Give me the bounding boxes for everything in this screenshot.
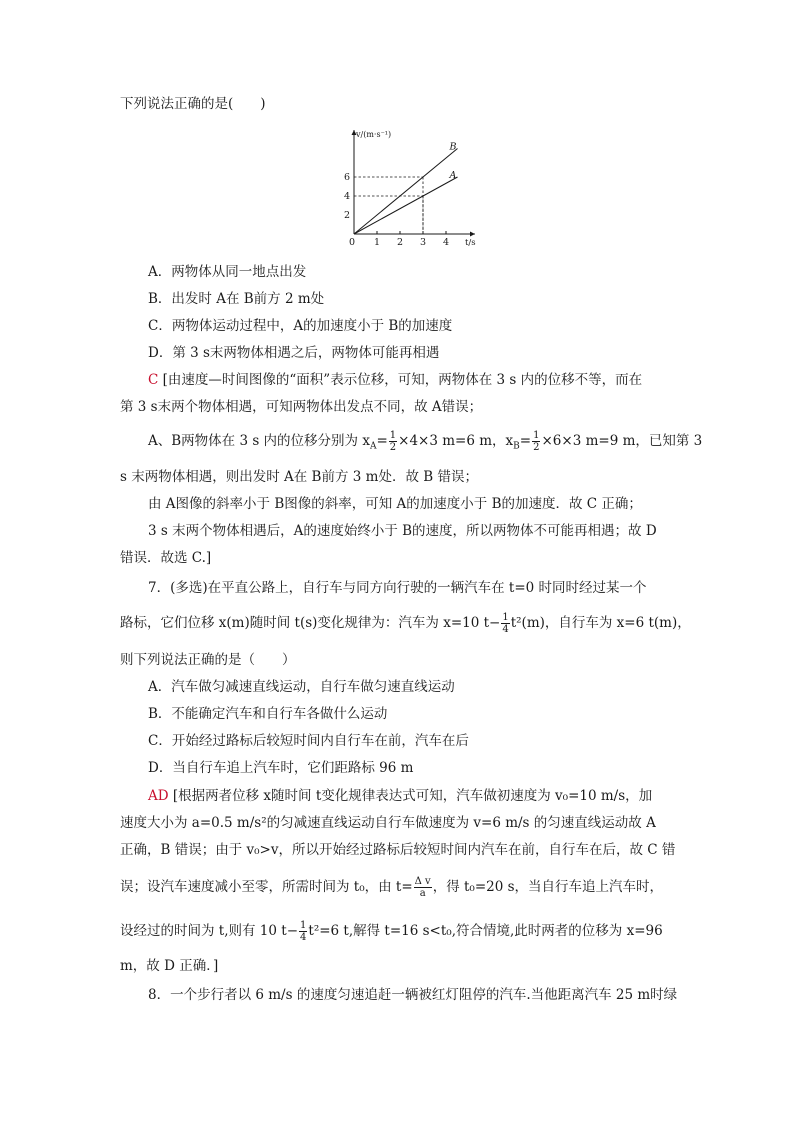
x-axis-arrow (470, 232, 475, 237)
series-line-b (354, 149, 458, 235)
q6-exp-l1: [由速度—时间图像的“面积”表示位移，可知，两物体在 3 s 内的位移不等，而在 (162, 372, 643, 388)
fraction-half2-num: 1 (533, 430, 540, 441)
q7-explanation-line-5 (120, 920, 680, 943)
fraction-quarter-num: 1 (502, 612, 509, 623)
x-tick-label: 4 (442, 237, 450, 248)
fraction-quarter-den: 4 (502, 624, 509, 635)
q6-answer-letter: C (148, 372, 159, 388)
q7-explanation-line-4 (120, 876, 680, 899)
sub-a: A (369, 441, 377, 452)
q7-explanation-line-2: 速度大小为 a=0.5 m/s²的匀减速直线运动自行车做速度为 v=6 m/s 的匀速直线运动故 A (120, 815, 656, 831)
graph-series (354, 149, 458, 235)
fraction-half (389, 430, 397, 453)
q6-option-d: D．第 3 s末两物体相遇之后，两物体可能再相遇 (148, 345, 440, 361)
q6-explanation-line-2: 第 3 s末两个物体相遇，可知两物体出发点不同，故 A错误； (120, 399, 483, 415)
q7-stem-line-2 (120, 612, 691, 635)
y-tick-label: 4 (343, 191, 350, 202)
fraction-dv-den: a (419, 888, 426, 899)
q6-explanation-line-5: 由 A图像的斜率小于 B图像的斜率，可知 A的加速度小于 B的加速度．故 C 正确； (148, 496, 642, 512)
q6-stem: 下列说法正确的是( ) (120, 96, 266, 112)
q7-stem-line-3: 则下列说法正确的是（ ） (120, 652, 296, 668)
q7-e1: [根据两者位移 x随时间 t变化规律表达式可知，汽车做初速度为 v₀=10 m/s，加 (172, 788, 653, 804)
q6-explanation-line-7: 错误．故选 C.] (120, 550, 212, 566)
q7-explanation-line-6: m，故 D 正确．] (120, 958, 219, 974)
fraction-quarter2-num: 1 (300, 920, 307, 931)
q7-e4-b: ，得 t₀=20 s，当自行车追上汽车时， (432, 879, 664, 895)
fraction-quarter-2 (299, 920, 307, 943)
q6-exp-l3-a: A、B两物体在 3 s 内的位移分别为 x (148, 433, 370, 449)
q7-l2-a: 路标，它们位移 x(m)随时间 t(s)变化规律为：汽车为 x=10 t− (120, 615, 501, 631)
q7-e5-b: t²=6 t,解得 t=16 s<t₀,符合情境,此时两者的位移为 x=96 (308, 923, 663, 939)
x-tick-label: 2 (396, 237, 404, 248)
q7-e5-a: 设经过的时间为 t,则有 10 t− (120, 923, 299, 939)
q7-l2-b: t²(m)，自行车为 x=6 t(m)， (510, 615, 691, 631)
q6-option-b: B．出发时 A在 B前方 2 m处 (148, 291, 325, 307)
q6-explanation-line-4: s 末两物体相遇，则出发时 A在 B前方 3 m处．故 B 错误； (120, 469, 478, 485)
q7-e4-a: 误；设汽车速度减小至零，所需时间为 t₀，由 t= (120, 879, 413, 895)
x-tick-label: 3 (419, 237, 427, 248)
fraction-half2-den: 2 (533, 442, 540, 453)
y-tick-label: 6 (343, 172, 350, 183)
q7-explanation-line-1 (148, 786, 708, 806)
q7-explanation-line-3: 正确，B 错误；由于 v₀>v，所以开始经过路标后较短时间内汽车在前，自行车在后，故 C 错 (120, 842, 676, 858)
vt-graph (330, 124, 490, 248)
fraction-quarter (501, 612, 509, 635)
fraction-half-num: 1 (389, 430, 397, 441)
fraction-quarter2-den: 4 (300, 932, 307, 943)
origin-label: 0 (348, 237, 356, 248)
q6-explanation-line-1 (148, 370, 708, 390)
q6-option-a: A．两物体从同一地点出发 (148, 264, 307, 280)
series-label-a: A (449, 170, 457, 181)
x-axis-label: t/s (465, 238, 476, 248)
q6-exp-l3-b: ×4×3 m=6 m，x (398, 433, 514, 449)
x-tick-label: 1 (373, 237, 381, 248)
fraction-dv-a (414, 876, 432, 899)
series-label-b: B (449, 141, 457, 153)
q7-option-d: D．当自行车追上汽车时，它们距路标 96 m (148, 760, 414, 776)
q7-option-a: A．汽车做匀减速直线运动，自行车做匀速直线运动 (148, 679, 455, 695)
series-line-a (354, 177, 458, 234)
sub-b: B (513, 441, 520, 452)
q6-exp-l3-c: ×6×3 m=9 m，已知第 3 (541, 433, 703, 449)
q7-stem-line-1: 7．(多选)在平直公路上，自行车与同方向行驶的一辆汽车在 t=0 时同时经过某一个 (148, 580, 647, 596)
q7-answer-letter: AD (148, 788, 169, 804)
q7-option-c: C．开始经过路标后较短时间内自行车在前，汽车在后 (148, 733, 469, 749)
graph-labels (344, 130, 476, 248)
q6-option-c: C．两物体运动过程中，A的加速度小于 B的加速度 (148, 318, 453, 334)
q8-stem-line-1: 8．一个步行者以 6 m/s 的速度匀速追赶一辆被红灯阻停的汽车.当他距离汽车 25 m时绿 (148, 987, 678, 1003)
y-axis-label: v/(m·s⁻¹) (356, 130, 392, 139)
fraction-half-den: 2 (389, 442, 397, 453)
q6-explanation-line-3: A、B两物体在 3 s 内的位移分别为 $x_A=$ $\frac{1}{2}$ ×4×3 m=6 m，$x_B=$ $\frac{1}{2}$ ×6×3 m=9 m，已知第 3 (148, 430, 703, 453)
q6-explanation-line-6: 3 s 末两个物体相遇后，A的速度始终小于 B的速度，所以两物体不可能再相遇；故 D (148, 523, 657, 539)
y-tick-label: 2 (343, 210, 350, 221)
fraction-half-2 (532, 430, 540, 453)
fraction-dv-num: Δ v (414, 876, 431, 887)
q7-option-b: B．不能确定汽车和自行车各做什么运动 (148, 706, 388, 722)
